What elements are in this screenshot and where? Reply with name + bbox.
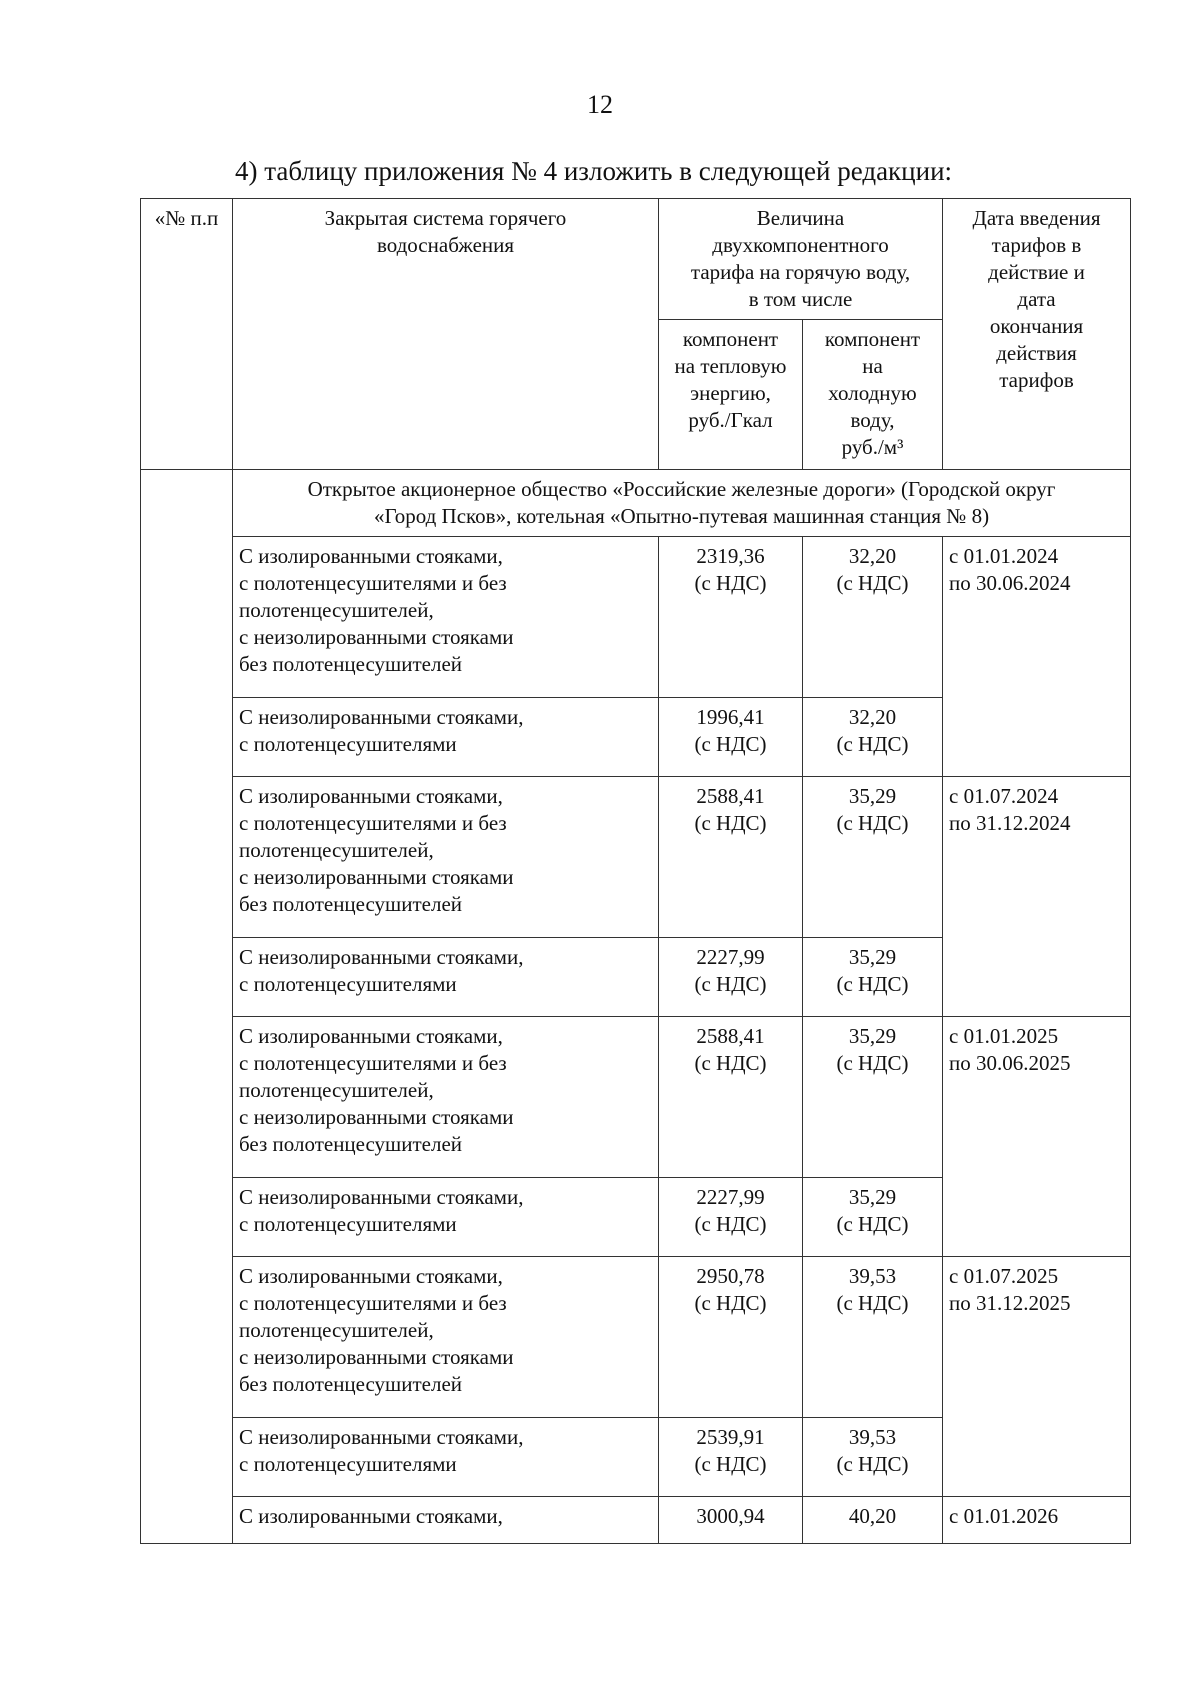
row-cold-value: 35,29 (с НДС) — [803, 1178, 943, 1257]
table-row — [141, 1257, 1131, 1418]
row-cold-value: 40,20 — [803, 1497, 943, 1544]
header-heat-component: компонент на тепловую энергию, руб./Гкал — [659, 320, 803, 470]
row-cold-value: 35,29 (с НДС) — [803, 938, 943, 1017]
row-heat-value: 3000,94 — [659, 1497, 803, 1544]
table-row — [141, 537, 1131, 698]
row-description: С неизолированными стояками, с полотенцесушителями — [233, 1178, 659, 1257]
row-description: С изолированными стояками, — [233, 1497, 659, 1544]
row-cold-value: 32,20 (с НДС) — [803, 698, 943, 777]
row-heat-value: 2227,99 (с НДС) — [659, 1178, 803, 1257]
row-heat-value: 2227,99 (с НДС) — [659, 938, 803, 1017]
row-cold-value: 35,29 (с НДС) — [803, 1017, 943, 1178]
row-heat-value: 2539,91 (с НДС) — [659, 1418, 803, 1497]
row-date: с 01.01.2025 по 30.06.2025 — [943, 1017, 1131, 1257]
table-row — [141, 777, 1131, 938]
row-heat-value: 2588,41 (с НДС) — [659, 1017, 803, 1178]
row-date: с 01.07.2024 по 31.12.2024 — [943, 777, 1131, 1017]
row-cold-value: 35,29 (с НДС) — [803, 777, 943, 938]
header-tariff: Величина двухкомпонентного тарифа на горячую воду, в том числе — [659, 199, 943, 320]
header-system: Закрытая система горячего водоснабжения — [233, 199, 659, 470]
header-num: «№ п.п — [141, 199, 233, 470]
row-cold-value: 32,20 (с НДС) — [803, 537, 943, 698]
row-date: с 01.07.2025 по 31.12.2025 — [943, 1257, 1131, 1497]
row-heat-value: 2588,41 (с НДС) — [659, 777, 803, 938]
row-heat-value: 1996,41 (с НДС) — [659, 698, 803, 777]
row-date: с 01.01.2026 — [943, 1497, 1131, 1544]
row-date: с 01.01.2024 по 30.06.2024 — [943, 537, 1131, 777]
row-description: С неизолированными стояками, с полотенцесушителями — [233, 938, 659, 1017]
row-heat-value: 2950,78 (с НДС) — [659, 1257, 803, 1418]
row-heat-value: 2319,36 (с НДС) — [659, 537, 803, 698]
row-description: С изолированными стояками, с полотенцесушителями и без полотенцесушителей, с неизолированными стояками без полотенцесушителей — [233, 537, 659, 698]
table-row — [141, 1017, 1131, 1178]
header-date: Дата введения тарифов в действие и дата окончания действия тарифов — [943, 199, 1131, 470]
table-row — [141, 1497, 1131, 1544]
header-cold-component: компонент на холодную воду, руб./м³ — [803, 320, 943, 470]
page-number: 12 — [587, 90, 613, 119]
row-cold-value: 39,53 (с НДС) — [803, 1418, 943, 1497]
row-description: С изолированными стояками, с полотенцесушителями и без полотенцесушителей, с неизолированными стояками без полотенцесушителей — [233, 1257, 659, 1418]
organization-row: Открытое акционерное общество «Российские железные дороги» (Городской округ «Город Псков», котельная «Опытно-путевая машинная станция № 8) — [233, 470, 1131, 537]
row-description: С неизолированными стояками, с полотенцесушителями — [233, 698, 659, 777]
intro-text: 4) таблицу приложения № 4 изложить в следующей редакции: — [235, 156, 953, 186]
num-cell-empty — [141, 470, 233, 1544]
row-description: С изолированными стояками, с полотенцесушителями и без полотенцесушителей, с неизолированными стояками без полотенцесушителей — [233, 777, 659, 938]
row-description: С неизолированными стояками, с полотенцесушителями — [233, 1418, 659, 1497]
row-description: С изолированными стояками, с полотенцесушителями и без полотенцесушителей, с неизолированными стояками без полотенцесушителей — [233, 1017, 659, 1178]
tariff-table — [140, 198, 1131, 1544]
row-cold-value: 39,53 (с НДС) — [803, 1257, 943, 1418]
